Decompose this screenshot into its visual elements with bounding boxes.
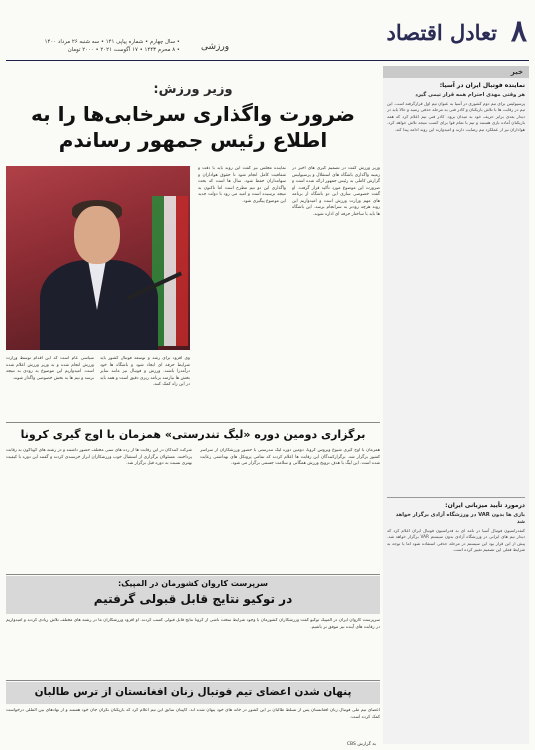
sidebar-item-subtitle: هر وقتی مهدی احترام همه قرار تیمی گیرد xyxy=(415,92,525,98)
issue-line-1: • سال چهارم • شماره پیاپی ۱۴۱ • سه شنبه ۲۶ مرداد ۱۴۰۰ xyxy=(44,39,180,45)
main-headline-block xyxy=(6,82,380,153)
divider xyxy=(6,680,380,681)
story-3-kicker: سرپرست کاروان کشورمان در المپیک: xyxy=(117,579,269,588)
story-2-body-2: شرکت کنندگان در این رقابت ها از رده های سنی مختلف حضور داشتند و در رشته های گوناگون به رقابت پرداختند. مسئولان برگزاری از استقبال خوب ورزشکاران ابراز خرسندی کردند و گفتند این دوره با کیفیت بهتری نسبت به دوره قبل برگزار شد. xyxy=(6,448,192,466)
sidebar-item-title: درمورد تأیید میزبانی ایران: xyxy=(445,502,525,509)
story-2-body-1: همزمان با اوج گیری شیوع ویروس کرونا، دومین دوره لیگ تندرستی با حضور ورزشکاران از سراسر کشور برگزار شد. برگزارکنندگان این رقابت ها اعلام کردند که تمامی پروتکل های بهداشتی رعایت شده است. این لیگ با هدف ترویج ورزش همگانی و سلامت جسمی برگزار می شود. xyxy=(200,448,380,466)
page-number: ۸ xyxy=(510,14,527,49)
main-content xyxy=(6,66,380,747)
story-3-body: سرپرست کاروان ایران در المپیک توکیو گفت ورزشکاران کشورمان با وجود شرایط سخت ناشی از کرونا نتایج قابل قبولی کسب کردند. او افزود ورزشکاران ما در رشته های مختلف تلاش زیادی کردند و امیدواریم در رقابت های آینده نیز موفق تر باشیم. xyxy=(6,618,380,630)
sidebar-label: خبر xyxy=(383,66,529,78)
story-4-headline: پنهان شدن اعضای تیم فوتبال زنان افغانستان از ترس طالبان xyxy=(34,686,352,698)
sidebar-item xyxy=(383,82,529,493)
source-credit: به گزارش CBS xyxy=(346,742,376,747)
story-4-body: اعضای تیم ملی فوتبال زنان افغانستان پس از تسلط طالبان بر این کشور در خانه های خود پنهان شده اند. کاپیتان سابق این تیم اعلام کرد که بازیکنان نگران جان خود هستند و از نهادهای بین المللی درخواست کمک کرده است. xyxy=(6,708,380,720)
sidebar-item-title: نماینده فوتبال ایران در آسیا: xyxy=(439,82,525,89)
sidebar-item-body: کنفدراسیون فوتبال آسیا در نامه ای به فدراسیون فوتبال ایران اعلام کرد که دیدار تیم های ایرانی در ورزشگاه آزادی بدون سیستم VAR برگزار خواهد شد. پیش از این قرار بود این سیستم در مرحله حذفی استفاده شود اما با توجه به شرایط فعلی این تصمیم تغییر کرده است. xyxy=(387,528,525,553)
main-body-col-1: وزیر ورزش گفت در تصمیم گیری های اخیر در زمینه واگذاری باشگاه های استقلال و پرسپولیس گزارش کاملی به رئیس جمهور ارائه شده است و ضرورت این موضوع مورد تأکید قرار گرفت. او گفت خصوصی سازی این دو باشگاه از برنامه های مهم وزارت ورزش است و امیدواریم این روند هرچه زودتر به سرانجام برسد. این باشگاه ها باید با ساختار حرفه ای اداره شوند. xyxy=(292,166,380,217)
sidebar-item xyxy=(383,502,529,718)
main-headline: ضرورت واگذاری سرخابی‌ها را به اطلاع رئیس جمهور رساندم xyxy=(31,102,355,152)
issue-info xyxy=(10,38,180,54)
section-label: ورزشی xyxy=(201,42,230,52)
header-rule xyxy=(6,60,529,61)
divider xyxy=(6,422,380,423)
sidebar-divider xyxy=(387,497,525,498)
page-header xyxy=(6,6,529,60)
main-body-col-3: وی افزود برای رشد و توسعه فوتبال کشور باید شرایط حرفه ای ایجاد شود و باشگاه ها خود درآمدزا باشند. ورزش و فوتبال نیز مانند سایر بخش ها نیازمند برنامه ریزی دقیق است و همه باید در این راه کمک کنند. xyxy=(100,356,190,387)
main-kicker: وزیر ورزش: xyxy=(153,82,233,97)
divider xyxy=(6,574,380,575)
main-body-col-2: نماینده مجلس نیز گفت این روند باید با دقت و شفافیت کامل انجام شود تا حقوق هواداران و سهامداران حفظ شود. سال ها است که بحث واگذاری این دو تیم مطرح است اما تاکنون به نتیجه نرسیده است و امید می رود با دولت جدید این موضوع پیگیری شود. xyxy=(198,166,286,204)
story-2-headline: برگزاری دومین دوره «لیگ تندرستی» همزمان با اوج گیری کرونا xyxy=(20,428,366,441)
sidebar-item-body: پرسپولیس برای تیم دوم کشوری در آسیا به عنوان تیم اول قرارگرفته است. این تیم در رقابت ها با تلاش بازیکنان و کادر فنی به مرحله حذفی رسید و حالا باید در دیدار بعدی برابر حریف خود به میدان برود. کادر فنی تیم اعلام کرد که همه بازیکنان آماده بازی هستند و تیم با تمام قوا برای کسب نتیجه تلاش خواهد کرد. هواداران نیز از عملکرد تیم رضایت دارند و امیدوارند این روند ادامه پیدا کند. xyxy=(387,101,525,132)
news-sidebar xyxy=(383,66,529,744)
main-body-col-4: سیاسی عام است که این اقدام توسط وزارت ورزش انجام شده و به وزیر ورزش اعلام شده است. امیدواریم این موضوع به زودی به نتیجه برسد و تیم ها به بخش خصوصی واگذار شوند. xyxy=(6,356,94,381)
minister-photo xyxy=(6,166,190,350)
sidebar-item-subtitle: بازی ها بدون VAR در ورزشگاه آزادی برگزار خواهد شد xyxy=(395,512,525,525)
newspaper-logo: تعادل اقتصاد xyxy=(386,20,497,45)
issue-line-2: • ۸ محرم ۱۴۴۳ • ۱۷ آگوست ۲۰۲۱ • ۲۰۰۰ تومان xyxy=(67,47,180,53)
head-shape xyxy=(74,206,120,264)
story-3-headline: در توکیو نتایج قابل قبولی گرفتیم xyxy=(93,592,293,606)
